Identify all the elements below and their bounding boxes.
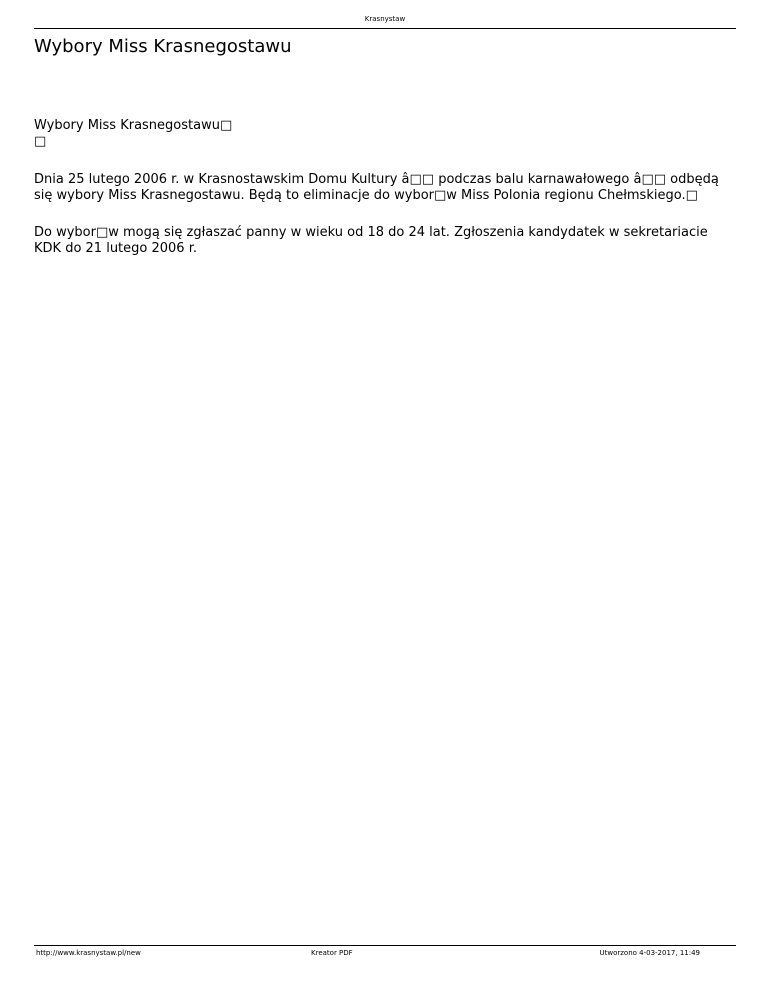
article-paragraph-1: Dnia 25 lutego 2006 r. w Krasnostawskim Domu Kultury â□□ podczas balu karnawałowego â□□ odbędą się wybory Miss Krasnegostawu. Będą to eliminacje do wybor□w Miss Polonia regionu Chełmskiego.□ [34, 172, 719, 203]
footer-creator: Kreator PDF [311, 949, 353, 957]
article-sub-heading [34, 118, 736, 150]
page-header [34, 0, 736, 29]
sub-heading-line-1: Wybory Miss Krasnegostawu□ [34, 118, 233, 133]
sub-heading-line-2: □ [34, 134, 47, 149]
article-paragraph-2: Do wybor□w mogą się zgłaszać panny w wieku od 18 do 24 lat. Zgłoszenia kandydatek w sekretariacie KDK do 21 lutego 2006 r. [34, 225, 708, 256]
footer-created-date: Utworzono 4-03-2017, 11:49 [599, 949, 700, 957]
site-name: Krasnystaw [364, 15, 406, 23]
page-footer [34, 945, 736, 958]
footer-url: http://www.krasnystaw.pl/new [36, 949, 141, 957]
page-title: Wybory Miss Krasnegostawu [34, 36, 292, 57]
article-content [34, 118, 736, 257]
